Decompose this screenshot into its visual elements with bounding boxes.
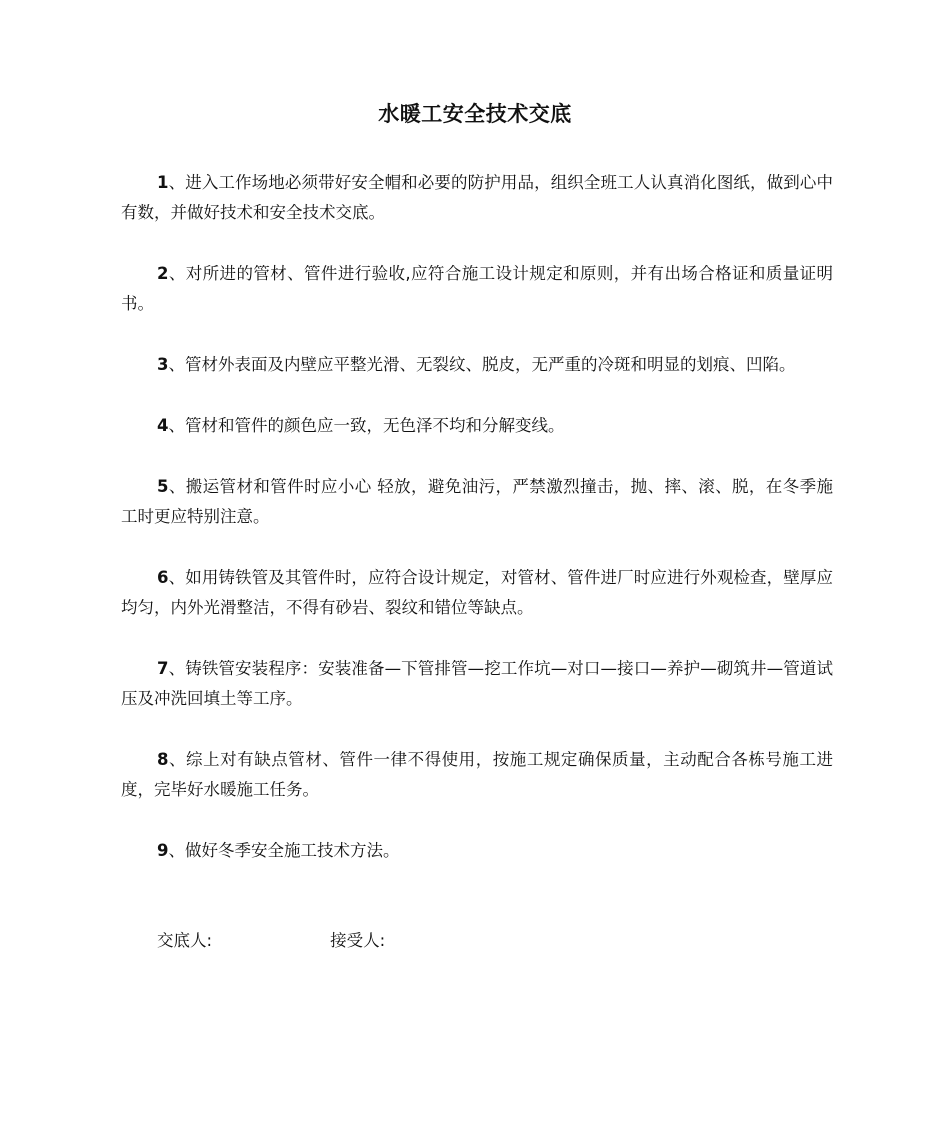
item-text: 、如用铸铁管及其管件时，应符合设计规定，对管材、管件进厂时应进行外观检查，壁厚应均匀，内外光滑整洁，不得有砂岩、裂纹和错位等缺点。 bbox=[121, 568, 833, 617]
list-item bbox=[121, 836, 833, 866]
item-number: 3 bbox=[157, 355, 169, 374]
item-number: 6 bbox=[157, 568, 169, 587]
item-number: 8 bbox=[157, 750, 169, 769]
list-item bbox=[121, 350, 833, 380]
item-number: 9 bbox=[157, 841, 169, 860]
signature-line bbox=[157, 926, 385, 956]
item-text: 、管材外表面及内壁应平整光滑、无裂纹、脱皮，无严重的冷斑和明显的划痕、凹陷。 bbox=[168, 355, 796, 374]
giver-label: 交底人: bbox=[157, 931, 213, 950]
list-item bbox=[121, 472, 833, 532]
item-text: 、搬运管材和管件时应小心 轻放，避免油污，严禁激烈撞击，抛、摔、滚、脱，在冬季施工时更应特别注意。 bbox=[121, 477, 833, 526]
item-number: 2 bbox=[157, 264, 169, 283]
list-item bbox=[121, 563, 833, 623]
item-text: 、做好冬季安全施工技术方法。 bbox=[168, 841, 400, 860]
list-item bbox=[121, 411, 833, 441]
item-list bbox=[121, 168, 833, 897]
item-text: 、进入工作场地必须带好安全帽和必要的防护用品，组织全班工人认真消化图纸，做到心中有数，并做好技术和安全技术交底。 bbox=[121, 173, 833, 222]
item-number: 5 bbox=[157, 477, 169, 496]
item-text: 、综上对有缺点管材、管件一律不得使用，按施工规定确保质量，主动配合各栋号施工进度，完毕好水暖施工任务。 bbox=[121, 750, 833, 799]
list-item bbox=[121, 168, 833, 228]
list-item bbox=[121, 259, 833, 319]
item-number: 1 bbox=[157, 173, 169, 192]
receiver-label: 接受人: bbox=[330, 931, 386, 950]
item-text: 、铸铁管安装程序：安装准备—下管排管—挖工作坑—对口—接口—养护—砌筑井—管道试压及冲洗回填土等工序。 bbox=[121, 659, 833, 708]
item-number: 7 bbox=[157, 659, 169, 678]
item-text: 、对所进的管材、管件进行验收,应符合施工设计规定和原则，并有出场合格证和质量证明书。 bbox=[121, 264, 833, 313]
list-item bbox=[121, 654, 833, 714]
item-text: 、管材和管件的颜色应一致，无色泽不均和分解变线。 bbox=[168, 416, 565, 435]
list-item bbox=[121, 745, 833, 805]
document-title: 水暖工安全技术交底 bbox=[378, 102, 572, 126]
item-number: 4 bbox=[157, 416, 169, 435]
